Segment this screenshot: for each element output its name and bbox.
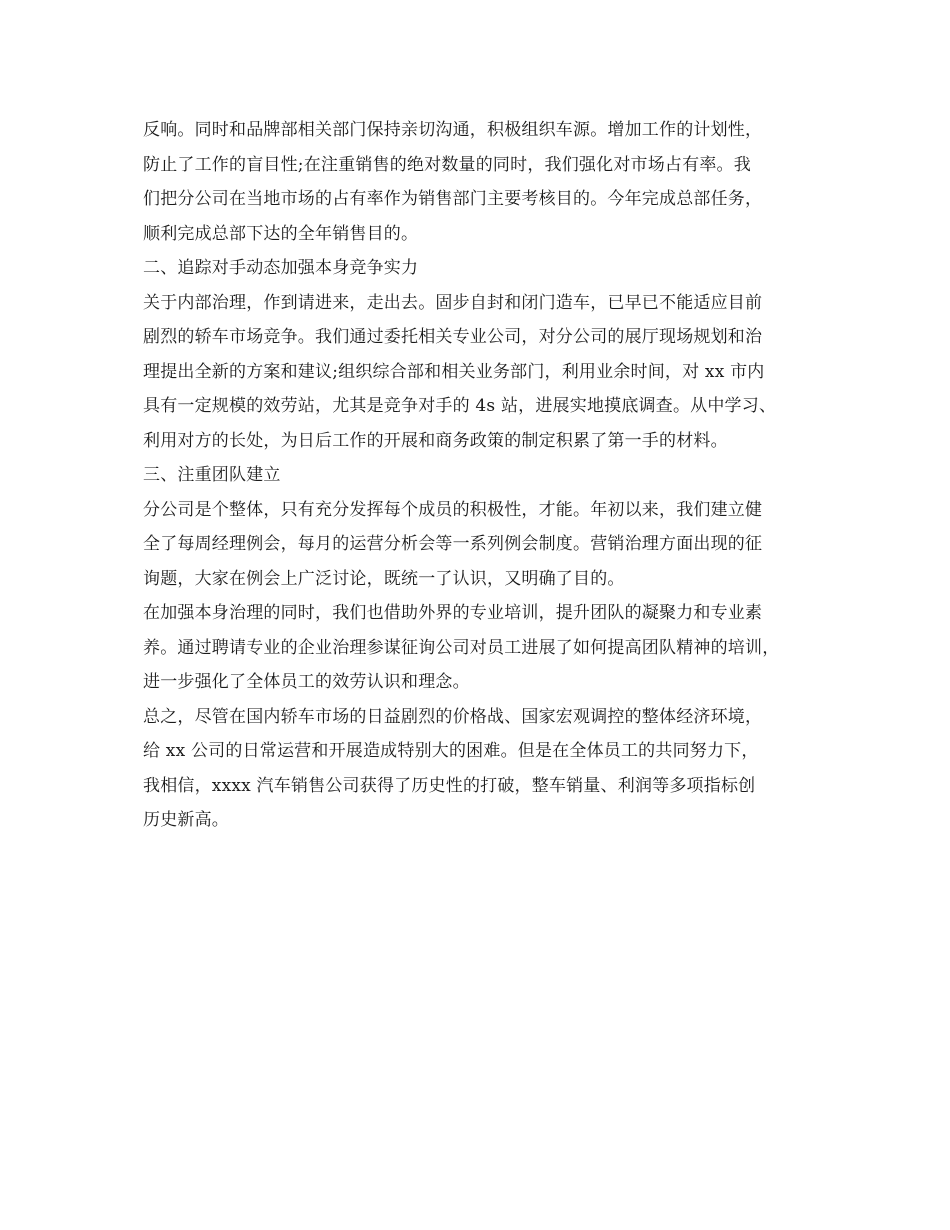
body-line: 具有一定规模的效劳站，尤其是竞争对手的 4s 站，进展实地摸底调查。从中学习、 xyxy=(143,396,777,416)
body-line: 给 xx 公司的日常运营和开展造成特别大的困难。但是在全体员工的共同努力下， xyxy=(143,741,759,761)
body-line: 进一步强化了全体员工的效劳认识和理念。 xyxy=(143,672,470,692)
body-line: 关于内部治理，作到请进来，走出去。固步自封和闭门造车，已早已不能适应目前 xyxy=(143,292,763,313)
document-body xyxy=(143,113,833,838)
body-line: 剧烈的轿车市场竞争。我们通过委托相关专业公司，对分公司的展厅现场规划和治 xyxy=(143,327,763,347)
body-line: 利用对方的长处，为日后工作的开展和商务政策的制定积累了第一手的材料。 xyxy=(143,430,728,451)
body-line: 历史新高。 xyxy=(143,810,229,830)
body-line: 在加强本身治理的同时，我们也借助外界的专业培训，提升团队的凝聚力和专业素 xyxy=(143,603,763,623)
body-line: 全了每周经理例会，每月的运营分析会等一系列例会制度。营销治理方面出现的征 xyxy=(143,534,763,554)
body-line: 反响。同时和品牌部相关部门保持亲切沟通，积极组织车源。增加工作的计划性， xyxy=(143,120,763,140)
body-line: 询题，大家在例会上广泛讨论，既统一了认识，又明确了目的。 xyxy=(143,568,625,589)
body-line: 我相信，xxxx 汽车销售公司获得了历史性的打破，整车销量、利润等多项指标创 xyxy=(143,775,756,796)
body-line: 总之，尽管在国内轿车市场的日益剧烈的价格战、国家宏观调控的整体经济环境， xyxy=(143,706,763,727)
body-line: 们把分公司在当地市场的占有率作为销售部门主要考核目的。今年完成总部任务， xyxy=(143,189,763,209)
body-line: 顺利完成总部下达的全年销售目的。 xyxy=(143,223,419,244)
body-line: 养。通过聘请专业的企业治理参谋征询公司对员工进展了如何提高团队精神的培训， xyxy=(143,637,780,658)
body-line: 分公司是个整体，只有充分发挥每个成员的积极性，才能。年初以来，我们建立健 xyxy=(143,499,763,520)
section-heading: 三、注重团队建立 xyxy=(143,465,281,485)
section-heading: 二、追踪对手动态加强本身竞争实力 xyxy=(143,258,419,278)
body-line: 防止了工作的盲目性;在注重销售的绝对数量的同时，我们强化对市场占有率。我 xyxy=(143,154,751,175)
body-line: 理提出全新的方案和建议;组织综合部和相关业务部门，利用业余时间，对 xx 市内 xyxy=(143,361,765,382)
